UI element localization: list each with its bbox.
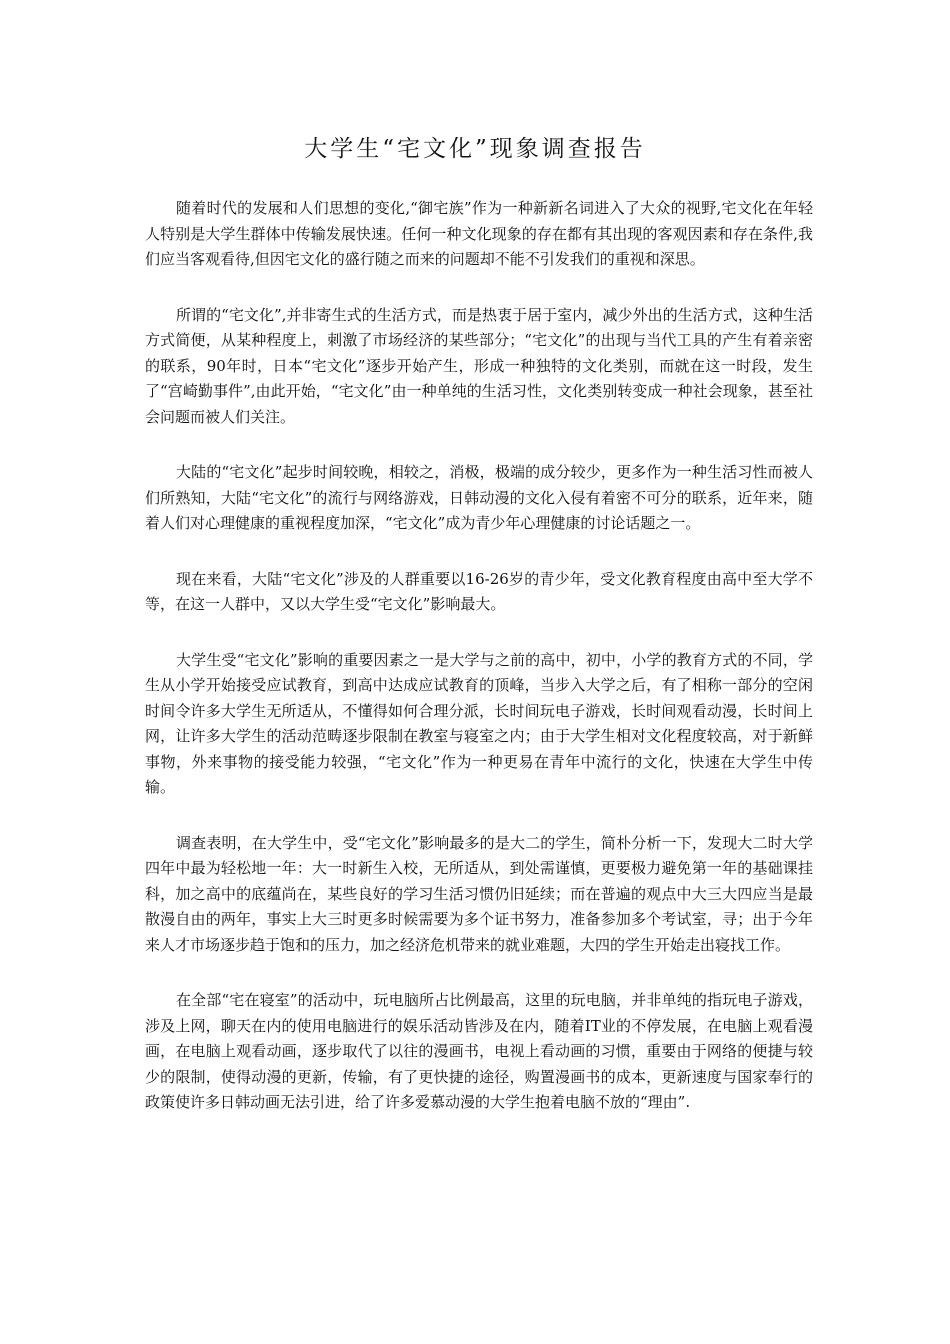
paragraph-4: 现在来看，大陆“宅文化”涉及的人群重要以16-26岁的青少年，受文化教育程度由高中至大学不等，在这一人群中，又以大学生受“宅文化”影响最大。: [145, 569, 813, 613]
document-title: 大学生“宅文化”现象调查报告: [304, 136, 646, 162]
paragraph-6: 调查表明，在大学生中，受“宅文化”影响最多的是大二的学生，简朴分析一下，发现大二时大学四年中最为轻松地一年：大一时新生入校，无所适从，到处需谨慎，更要极力避免第一年的基础课挂科，加之高中的底蕴尚在，某些良好的学习生活习惯仍旧延续；而在普遍的观点中大三大四应当是最散漫自由的两年，事实上大三时更多时候需要为多个证书努力，准备参加多个考试室，寻；出于今年来人才市场逐步趋于饱和的压力，加之经济危机带来的就业难题，大四的学生开始走出寝找工作。: [145, 833, 813, 954]
paragraph-5: 大学生受“宅文化”影响的重要因素之一是大学与之前的高中，初中，小学的教育方式的不同，学生从小学开始接受应试教育，到高中达成应试教育的顶峰，当步入大学之后，有了相称一部分的空闲时间令许多大学生无所适从，不懂得如何合理分派，长时间玩电子游戏，长时间观看动漫，长时间上网，让许多大学生的活动范畴逐步限制在教室与寝室之内；由于大学生相对文化程度较高，对于新鲜事物，外来事物的接受能力较强，“宅文化”作为一种更易在青年中流行的文化，快速在大学生中传输。: [145, 650, 813, 796]
document-body: [145, 196, 813, 1146]
paragraph-7: 在全部“宅在寝室”的活动中，玩电脑所占比例最高，这里的玩电脑，并非单纯的指玩电子游戏，涉及上网，聊天在内的使用电脑进行的娱乐活动皆涉及在内，随着IT业的不停发展，在电脑上观看漫画，在电脑上观看动画，逐步取代了以往的漫画书，电视上看动画的习惯，重要由于网络的便捷与较少的限制，使得动漫的更新，传输，有了更快捷的途径，购置漫画书的成本，更新速度与国家奉行的政策使许多日韩动画无法引进，给了许多爱慕动漫的大学生抱着电脑不放的“理由”.: [145, 991, 813, 1111]
paragraph-3: 大陆的“宅文化”起步时间较晚，相较之，消极，极端的成分较少，更多作为一种生活习性而被人们所熟知，大陆“宅文化”的流行与网络游戏，日韩动漫的文化入侵有着密不可分的联系，近年来，随着人们对心理健康的重视程度加深，“宅文化”成为青少年心理健康的讨论话题之一。: [145, 463, 813, 532]
paragraph-2: 所谓的“宅文化”,并非寄生式的生活方式，而是热衷于居于室内，减少外出的生活方式，这种生活方式简便，从某种程度上，刺激了市场经济的某些部分；“宅文化”的出现与当代工具的产生有着亲密的联系，90年时，日本“宅文化”逐步开始产生，形成一种独特的文化类别，而就在这一时段，发生了“宫崎勤事件”,由此开始，“宅文化”由一种单纯的生活习性，文化类别转变成一种社会现象，甚至社会问题而被人们关注。: [145, 305, 813, 426]
paragraph-1: 随着时代的发展和人们思想的变化,“御宅族”作为一种新新名词进入了大众的视野,宅文化在年轻人特别是大学生群体中传输发展快速。任何一种文化现象的存在都有其出现的客观因素和存在条件,我们应当客观看待,但因宅文化的盛行随之而来的问题却不能不引发我们的重视和深思。: [145, 199, 813, 268]
